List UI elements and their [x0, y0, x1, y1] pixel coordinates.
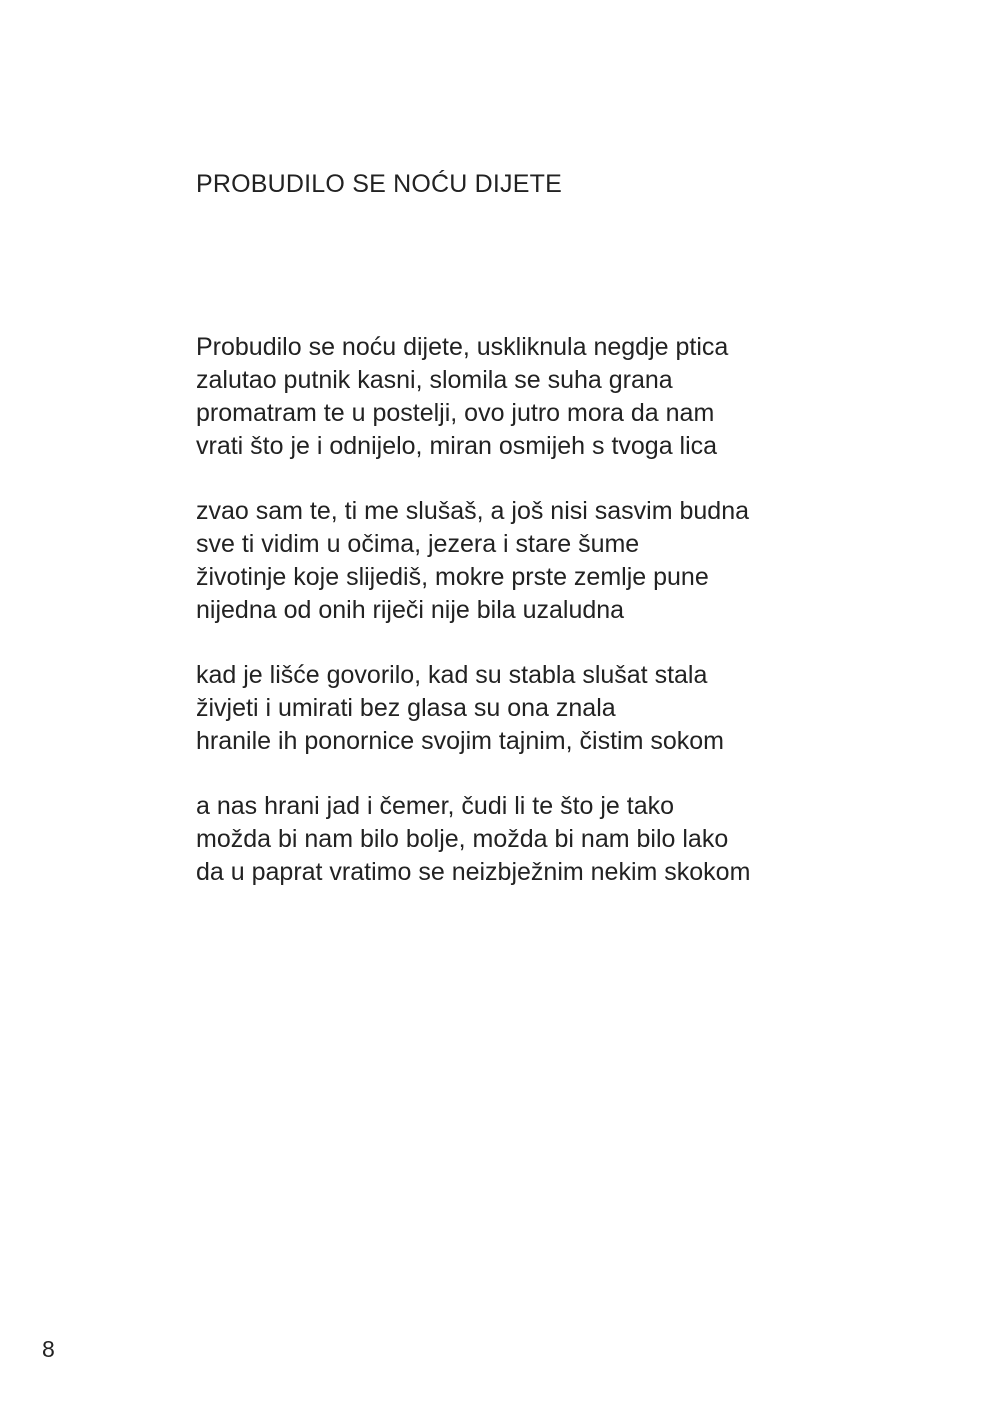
poem-line: možda bi nam bilo bolje, možda bi nam bilo lako [196, 825, 729, 853]
poem-line: hranile ih ponornice svojim tajnim, čistim sokom [196, 727, 724, 755]
poem-line: Probudilo se noću dijete, uskliknula negdje ptica [196, 333, 729, 361]
stanza-4 [196, 790, 936, 889]
stanza-3 [196, 659, 936, 758]
poem-line: životinje koje slijediš, mokre prste zemlje pune [196, 563, 709, 591]
poem-line: nijedna od onih riječi nije bila uzaludna [196, 596, 625, 624]
poem-line: a nas hrani jad i čemer, čudi li te što je tako [196, 792, 675, 820]
poem-line: sve ti vidim u očima, jezera i stare šume [196, 530, 640, 558]
stanza-2 [196, 495, 936, 627]
poem-line: zalutao putnik kasni, slomila se suha grana [196, 366, 673, 394]
poem-line: kad je lišće govorilo, kad su stabla slušat stala [196, 661, 708, 689]
stanza-1 [196, 331, 936, 463]
poem-line: zvao sam te, ti me slušaš, a još nisi sasvim budna [196, 497, 750, 525]
poem-title: PROBUDILO SE NOĆU DIJETE [196, 170, 562, 198]
poem-line: vrati što je i odnijelo, miran osmijeh s tvoga lica [196, 432, 718, 460]
page-number: 8 [42, 1336, 55, 1362]
poem-body [196, 331, 936, 921]
poem-line: da u paprat vratimo se neizbježnim nekim skokom [196, 858, 751, 886]
poem-line: promatram te u postelji, ovo jutro mora da nam [196, 399, 715, 427]
poem-line: živjeti i umirati bez glasa su ona znala [196, 694, 616, 722]
